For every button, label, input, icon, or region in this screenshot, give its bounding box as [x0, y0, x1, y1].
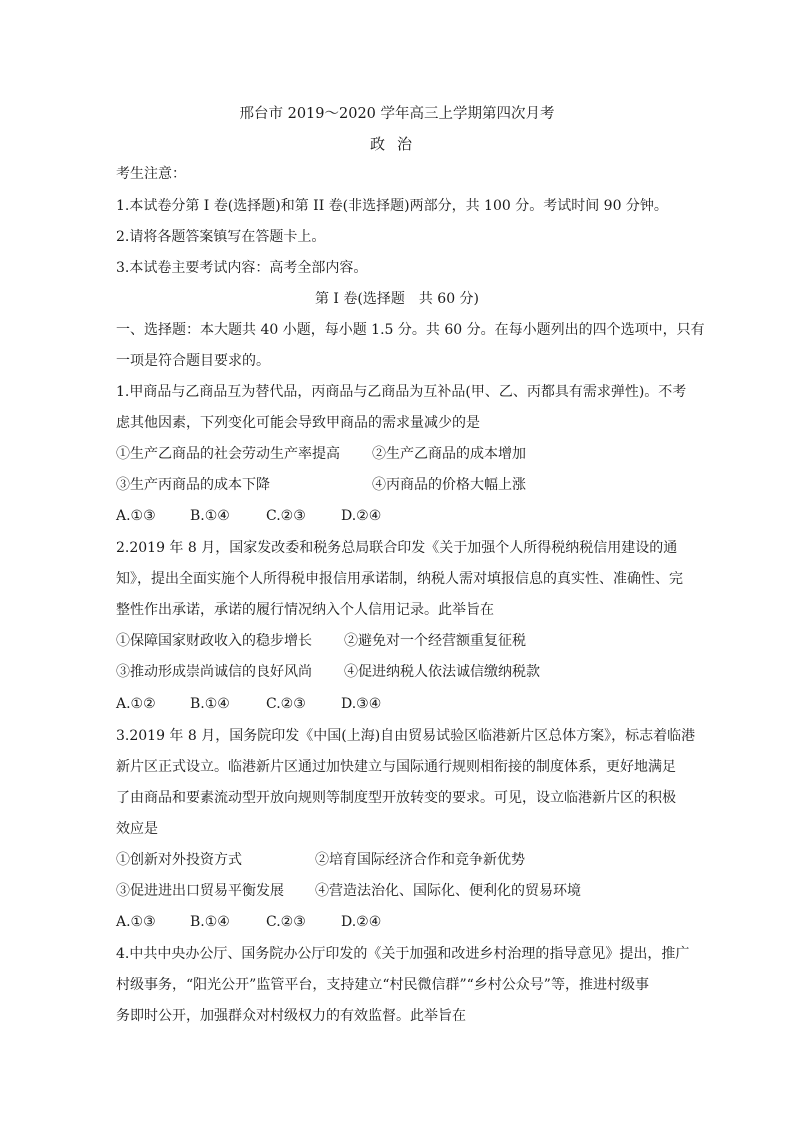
answer-a: A.①③: [116, 508, 156, 524]
section-instructions: 一项是符合题目要求的。: [116, 353, 270, 369]
option-4: ④促进纳税人依法诚信缴纳税款: [344, 664, 540, 680]
option-3: ③生产丙商品的成本下降: [116, 477, 270, 493]
answer-a: A.①③: [116, 914, 156, 930]
option-2: ②避免对一个经营额重复征税: [344, 633, 526, 649]
answer-d: D.②④: [341, 914, 382, 930]
answer-b: B.①④: [190, 696, 230, 712]
section-instructions: 一、选择题：本大题共 40 小题，每小题 1.5 分。共 60 分。在每小题列出的四个选项中，只有: [116, 322, 705, 338]
question-stem: 知》，提出全面实施个人所得税申报信用承诺制，纳税人需对填报信息的真实性、准确性、完: [116, 571, 683, 587]
option-2: ②培育国际经济合作和竞争新优势: [315, 852, 525, 868]
subject-title: 政治: [369, 135, 424, 153]
question-stem: 务即时公开，加强群众对村级权力的有效监督。此举旨在: [116, 1008, 466, 1024]
answer-d: D.③④: [341, 696, 382, 712]
question-stem: 了由商品和要素流动型开放向规则等制度型开放转变的要求。可见，设立临港新片区的积极: [116, 790, 676, 806]
option-3: ③推动形成崇尚诚信的良好风尚: [116, 664, 312, 680]
option-1: ①保障国家财政收入的稳步增长: [116, 633, 312, 649]
question-stem: 新片区正式设立。临港新片区通过加快建立与国际通行规则相衔接的制度体系，更好地满足: [116, 759, 676, 775]
notice-heading: 考生注意：: [116, 166, 186, 182]
option-4: ④丙商品的价格大幅上涨: [372, 477, 526, 493]
option-3: ③促进进出口贸易平衡发展: [116, 883, 284, 899]
exam-title: 邢台市 2019～2020 学年高三上学期第四次月考: [239, 106, 555, 122]
notice-item: 3.本试卷主要考试内容：高考全部内容。: [116, 260, 368, 276]
option-4: ④营造法治化、国际化、便利化的贸易环境: [315, 883, 581, 899]
notice-item: 2.请将各题答案镇写在答题卡上。: [116, 229, 326, 245]
answer-c: C.②③: [266, 914, 306, 930]
notice-item: 1.本试卷分第 I 卷(选择题)和第 II 卷(非选择题)两部分，共 100 分。考试时间 90 分钟。: [116, 198, 668, 214]
question-stem: 4.中共中央办公厅、国务院办公厅印发的《关于加强和改进乡村治理的指导意见》提出，推广: [116, 946, 690, 962]
question-stem: 1.甲商品与乙商品互为替代品，丙商品与乙商品为互补品(甲、乙、丙都具有需求弹性)。不考: [116, 384, 687, 400]
answer-b: B.①④: [190, 508, 230, 524]
answer-c: C.②③: [266, 508, 306, 524]
section-title: 第 I 卷(选择题 共 60 分): [314, 291, 480, 307]
question-stem: 2.2019 年 8 月，国家发改委和税务总局联合印发《关于加强个人所得税纳税信用建设的通: [116, 540, 678, 556]
answer-c: C.②③: [266, 696, 306, 712]
question-stem: 3.2019 年 8 月，国务院印发《中国(上海)自由贸易试验区临港新片区总体方案》，标志着临港: [116, 728, 696, 744]
answer-a: A.①②: [116, 696, 156, 712]
question-stem: 村级事务，“阳光公开”监管平台，支持建立“村民微信群”“乡村公众号”等，推进村级事: [116, 977, 649, 993]
option-1: ①生产乙商品的社会劳动生产率提高: [116, 446, 340, 462]
answer-b: B.①④: [190, 914, 230, 930]
question-stem: 虑其他因素，下列变化可能会导致甲商品的需求量减少的是: [116, 415, 480, 431]
option-2: ②生产乙商品的成本增加: [372, 446, 526, 462]
question-stem: 效应是: [116, 821, 158, 837]
answer-d: D.②④: [341, 508, 382, 524]
question-stem: 整性作出承诺，承诺的履行情况纳入个人信用记录。此举旨在: [116, 602, 494, 618]
option-1: ①创新对外投资方式: [116, 852, 242, 868]
